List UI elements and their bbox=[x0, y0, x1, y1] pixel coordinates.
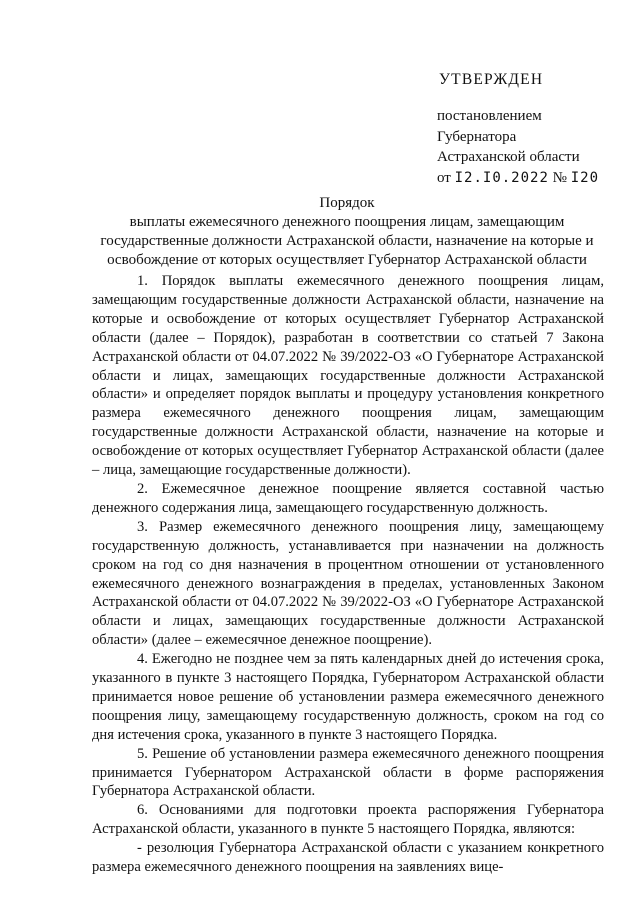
approval-title: УТВЕРЖДЕН bbox=[439, 71, 544, 88]
document-title-block bbox=[92, 194, 602, 270]
document-body bbox=[92, 272, 604, 877]
paragraph-1: 1. Порядок выплаты ежемесячного денежного поощрения лицам, замещающим государственные должности Астраханской области, назначение на которые и освобождение от которых осуществляет Губернатор Астраханской области (далее – Порядок), разработан в соответствии со статьей 7 Закона Астраханской области от 04.07.2022 № 39/2022-ОЗ «О Губернаторе Астраханской области и лицах, замещающих государственные должности Астраханской области» и определяет порядок выплаты и процедуру установления конкретного размера ежемесячного денежного поощрения лицам, замещающим государственные должности Астраханской области, назначение на которые и освобождение от которых осуществляет Губернатор Астраханской области (далее – лица, замещающие государственные должности). bbox=[92, 273, 604, 479]
date-prefix: от bbox=[437, 169, 451, 186]
paragraph-4: 4. Ежегодно не позднее чем за пять календарных дней до истечения срока, указанного в пункте 3 настоящего Порядка, Губернатором Астраханской области принимается новое решение об установлении размера ежемесячного денежного поощрения лицу, замещающему государственную должность, сроком на год со дня истечения срока, указанного в пункте 3 настоящего Порядка. bbox=[92, 651, 604, 743]
document-title: Порядок bbox=[319, 195, 375, 211]
approval-number: I20 bbox=[570, 169, 600, 186]
approval-stamp bbox=[437, 70, 627, 188]
document-subtitle: выплаты ежемесячного денежного поощрения лицам, замещающим государственные должности Астраханской области, назначение на которые и освобождение от которых осуществляет Губернатор Астраханской области bbox=[100, 214, 594, 268]
number-sign: № bbox=[552, 169, 567, 186]
paragraph-3: 3. Размер ежемесячного денежного поощрения лицу, замещающему государственную должность, устанавливается при назначении на должность сроком на год со дня назначения в процентном отношении от установленного ежемесячного денежного вознаграждения в пределах, установленных Законом Астраханской области от 04.07.2022 № 39/2022-ОЗ «О Губернаторе Астраханской области и лицах, замещающих государственные должности Астраханской области» (далее – ежемесячное денежное поощрение). bbox=[92, 518, 604, 649]
paragraph-5: 5. Решение об установлении размера ежемесячного денежного поощрения принимается Губернатором Астраханской области в форме распоряжения Губернатора Астраханской области. bbox=[92, 745, 604, 800]
approval-date-line bbox=[437, 168, 627, 189]
approval-line-2: Губернатора bbox=[437, 128, 517, 145]
approval-line-1: постановлением bbox=[437, 108, 542, 124]
paragraph-6: 6. Основаниями для подготовки проекта распоряжения Губернатора Астраханской области, указанного в пункте 5 настоящего Порядка, являются: bbox=[92, 802, 604, 838]
approval-line-3: Астраханской области bbox=[437, 149, 580, 165]
approval-date: I2.I0.2022 bbox=[454, 169, 549, 186]
paragraph-2: 2. Ежемесячное денежное поощрение является составной частью денежного содержания лица, замещающего государственную должность. bbox=[92, 480, 604, 516]
paragraph-6-item: - резолюция Губернатора Астраханской области с указанием конкретного размера ежемесячного денежного поощрения на заявлениях вице- bbox=[92, 840, 604, 876]
